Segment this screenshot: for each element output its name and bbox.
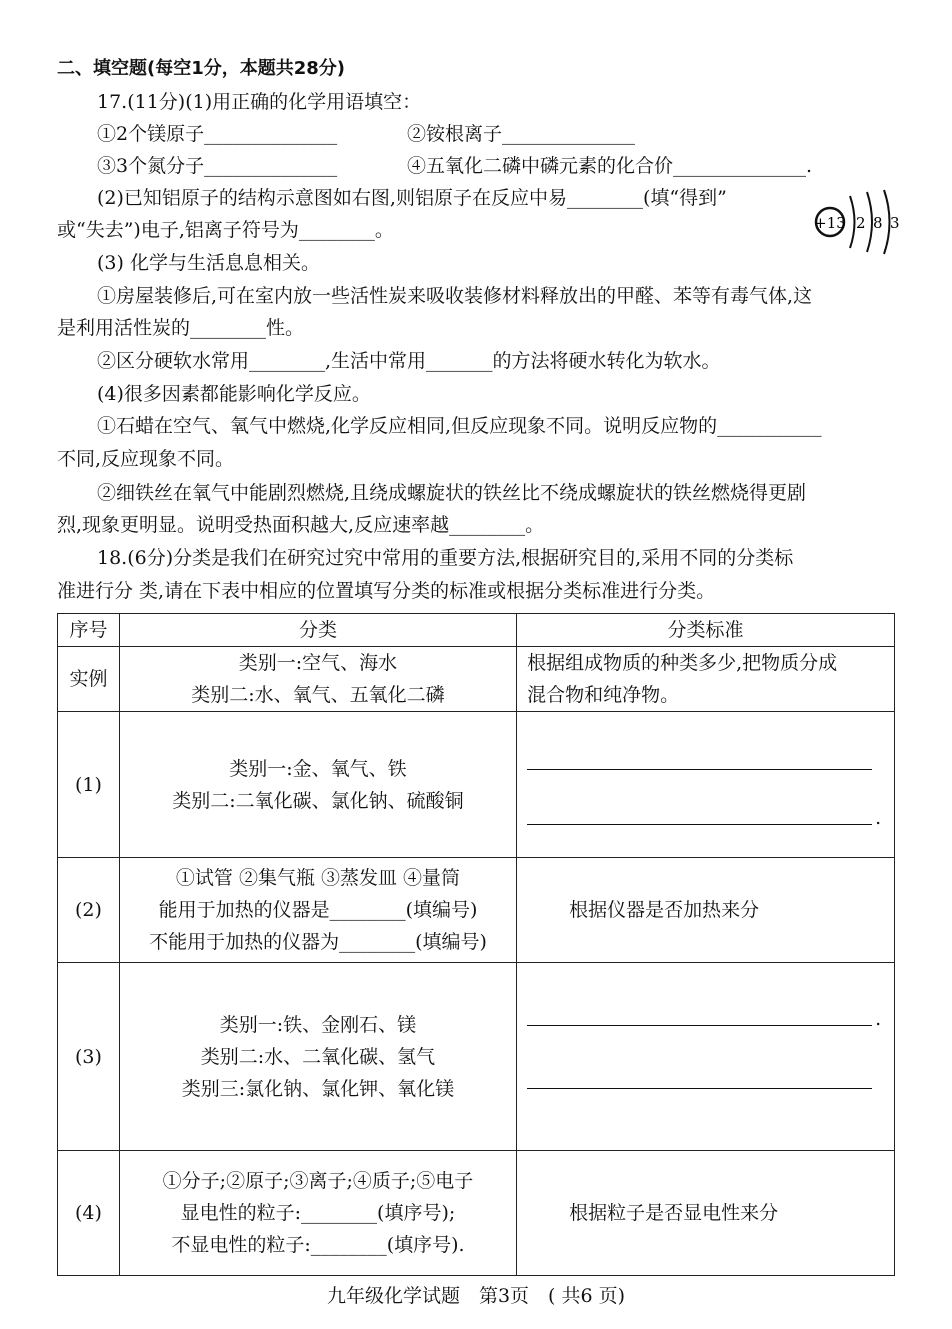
shell-arc-3 [884,190,890,254]
q18-head-line1: 18.(6分)分类是我们在研究过究中常用的重要方法,根据研究目的,采用不同的分类标 [97,547,794,569]
standard-line: 混合物和纯净物。 [527,684,680,706]
row-class [119,858,516,963]
section-title: 二、填空题(每空1分，本题共28分) [57,58,346,79]
shell-electrons-1: 2 [856,214,866,232]
class-line: 类别二:水、二氧化碳、氢气 [200,1045,436,1068]
class-line: 显电性的粒子:________(填序号); [180,1202,456,1224]
q17-item-3: ③3个氮分子______________ [97,155,338,177]
q17-part4: (4)很多因素都能影响化学反应。 [97,383,371,405]
q17-part3a-line1: ①房屋装修后,可在室内放一些活性炭来吸收装修材料释放出的甲醛、苯等有毒气体,这 [97,285,813,307]
shell-electrons-3: 3 [890,214,900,232]
row-no: (3) [58,963,120,1151]
table-row [58,963,895,1151]
q17-head: 17.(11分)(1)用正确的化学用语填空： [97,91,422,113]
col-header-class: 分类 [119,614,516,647]
q17-item-4: ④五氧化二磷中磷元素的化合价______________. [407,155,813,177]
q17-part3a-line2: 是利用活性炭的________性。 [57,317,305,339]
row-standard-answer[interactable] [517,963,895,1151]
row-standard [517,647,895,712]
table-header-row [58,614,895,647]
q17-part4b-line1: ②细铁丝在氧气中能剧烈燃烧,且绕成螺旋状的铁丝比不绕成螺旋状的铁丝燃烧得更剧 [97,482,807,504]
q17-part2-line1: (2)已知铝原子的结构示意图如右图,则铝原子在反应中易________(填“得到” [97,187,727,209]
nucleus-charge: +13 [814,214,846,232]
class-line: 不显电性的粒子:________(填序号). [171,1234,465,1256]
class-line: 类别一:空气、海水 [238,652,398,674]
q18-head-line2: 准进行分 类,请在下表中相应的位置填写分类的标准或根据分类标准进行分类。 [57,580,716,602]
q17-part2-line2: 或“失去”)电子,铝离子符号为________。 [57,219,394,241]
answer-blank [527,1088,872,1089]
class-line: 能用于加热的仪器是________(填编号) [158,899,478,921]
class-line: ①试管 ②集气瓶 ③蒸发皿 ④量筒 [175,867,461,889]
row-class [119,647,516,712]
blank-end-period: . [875,1007,882,1030]
q17-part4a-line2: 不同,反应现象不同。 [57,448,235,470]
shell-arc-1 [850,196,855,248]
row-class [119,1151,516,1276]
table-row [58,858,895,963]
q17-part3b: ②区分硬软水常用________,生活中常用_______的方法将硬水转化为软水。 [97,350,721,372]
shell-arc-2 [867,192,872,252]
standard-line: 根据仪器是否加热来分 [569,899,760,921]
row-standard-answer[interactable] [517,712,895,858]
class-line: 类别三:氯化钠、氯化钾、氧化镁 [181,1077,455,1100]
row-standard [517,1151,895,1276]
row-no: (2) [58,858,120,963]
col-header-no: 序号 [58,614,120,647]
classification-table [57,613,895,1276]
answer-blank [527,824,872,825]
row-class [119,712,516,858]
class-line: 类别二:二氧化碳、氯化钠、硫酸铜 [172,789,464,812]
q17-part4a-line1: ①石蜡在空气、氧气中燃烧,化学反应相同,但反应现象不同。说明反应物的___________ [97,415,822,437]
aluminum-atom-structure-diagram [812,184,902,260]
q17-item-1: ①2个镁原子______________ [97,123,338,145]
class-line: 类别一:铁、金刚石、镁 [219,1013,417,1036]
q17-item-2: ②铵根离子______________ [407,123,636,145]
class-line: 类别二:水、氧气、五氧化二磷 [191,684,445,706]
q17-part3: (3) 化学与生活息息相关。 [97,252,320,274]
page-footer: 九年级化学试题 第3页 ( 共6 页) [326,1285,626,1307]
col-header-standard: 分类标准 [517,614,895,647]
row-standard [517,858,895,963]
row-class [119,963,516,1151]
class-line: ①分子;②原子;③离子;④质子;⑤电子 [162,1170,474,1192]
q17-part4b-line2: 烈,现象更明显。说明受热面积越大,反应速率越________。 [57,514,545,536]
standard-line: 根据组成物质的种类多少,把物质分成 [527,652,838,674]
answer-blank [527,1025,872,1026]
table-row [58,712,895,858]
row-no: (4) [58,1151,120,1276]
shell-electrons-2: 8 [873,214,883,232]
blank-end-period: . [875,806,882,829]
table-row [58,647,895,712]
row-no: (1) [58,712,120,858]
table-row [58,1151,895,1276]
row-no: 实例 [58,647,120,712]
class-line: 不能用于加热的仪器为________(填编号) [149,931,487,953]
class-line: 类别一:金、氧气、铁 [229,757,407,780]
standard-line: 根据粒子是否显电性来分 [569,1202,779,1224]
